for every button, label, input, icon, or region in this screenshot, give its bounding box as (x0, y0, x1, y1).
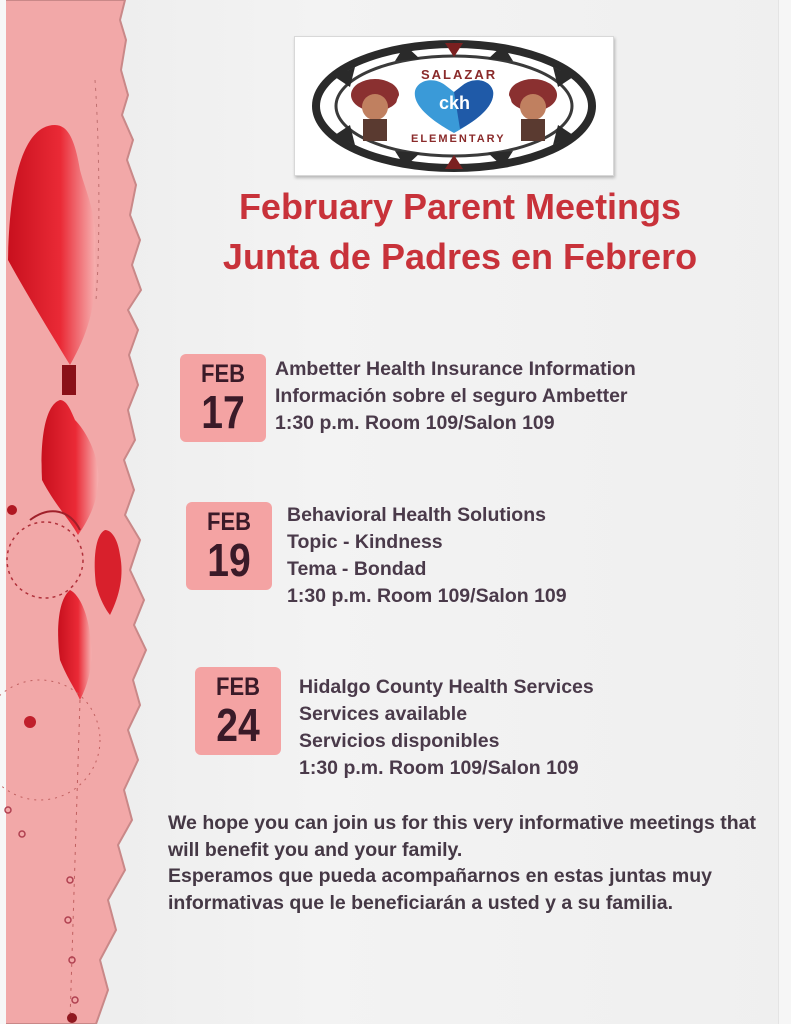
event-tema: Tema - Bondad (287, 558, 427, 580)
event-title: Behavioral Health Solutions (287, 504, 546, 526)
event-time-location: 1:30 p.m. Room 109/Salon 109 (287, 585, 567, 607)
title-spanish: Junta de Padres en Febrero (222, 236, 698, 277)
date-month: FEB (216, 673, 260, 701)
logo-center-mark: ckh (439, 93, 471, 113)
event-title: Ambetter Health Insurance Information (275, 358, 636, 380)
date-month: FEB (201, 360, 245, 388)
event-subtitle: Información sobre el seguro Ambetter (275, 385, 628, 407)
event-time-location: 1:30 p.m. Room 109/Salon 109 (275, 412, 555, 434)
hearts-decoration-strip (0, 0, 160, 1024)
date-day: 19 (207, 534, 251, 586)
date-day: 17 (201, 386, 245, 438)
page-right-edge (778, 0, 791, 1024)
date-badge (180, 354, 266, 442)
title-english: February Parent Meetings (238, 186, 682, 227)
date-badge (186, 502, 272, 590)
closing-message (168, 810, 758, 916)
date-day: 24 (216, 699, 260, 751)
closing-english: We hope you can join us for this very informative meetings that will benefit you and your family. (168, 812, 756, 861)
mascot-figure-right (509, 79, 557, 141)
event-subtitle: Services available (299, 703, 468, 725)
event-details (299, 674, 594, 782)
logo-school-name-top: SALAZAR (421, 67, 498, 82)
event-topic: Topic - Kindness (287, 531, 443, 553)
school-logo (294, 36, 614, 176)
event-subtitle-spanish: Servicios disponibles (299, 730, 500, 752)
date-badge (195, 667, 281, 755)
event-details (275, 356, 636, 437)
event-time-location: 1:30 p.m. Room 109/Salon 109 (299, 757, 579, 779)
logo-school-name-bottom: ELEMENTARY (411, 133, 506, 145)
event-title: Hidalgo County Health Services (299, 676, 594, 698)
closing-spanish: Esperamos que pueda acompañarnos en estas juntas muy informativas que le beneficiarán a usted y a su familia. (168, 865, 713, 914)
date-month: FEB (207, 508, 251, 536)
event-details (287, 502, 567, 610)
mascot-figure-left (351, 79, 399, 141)
